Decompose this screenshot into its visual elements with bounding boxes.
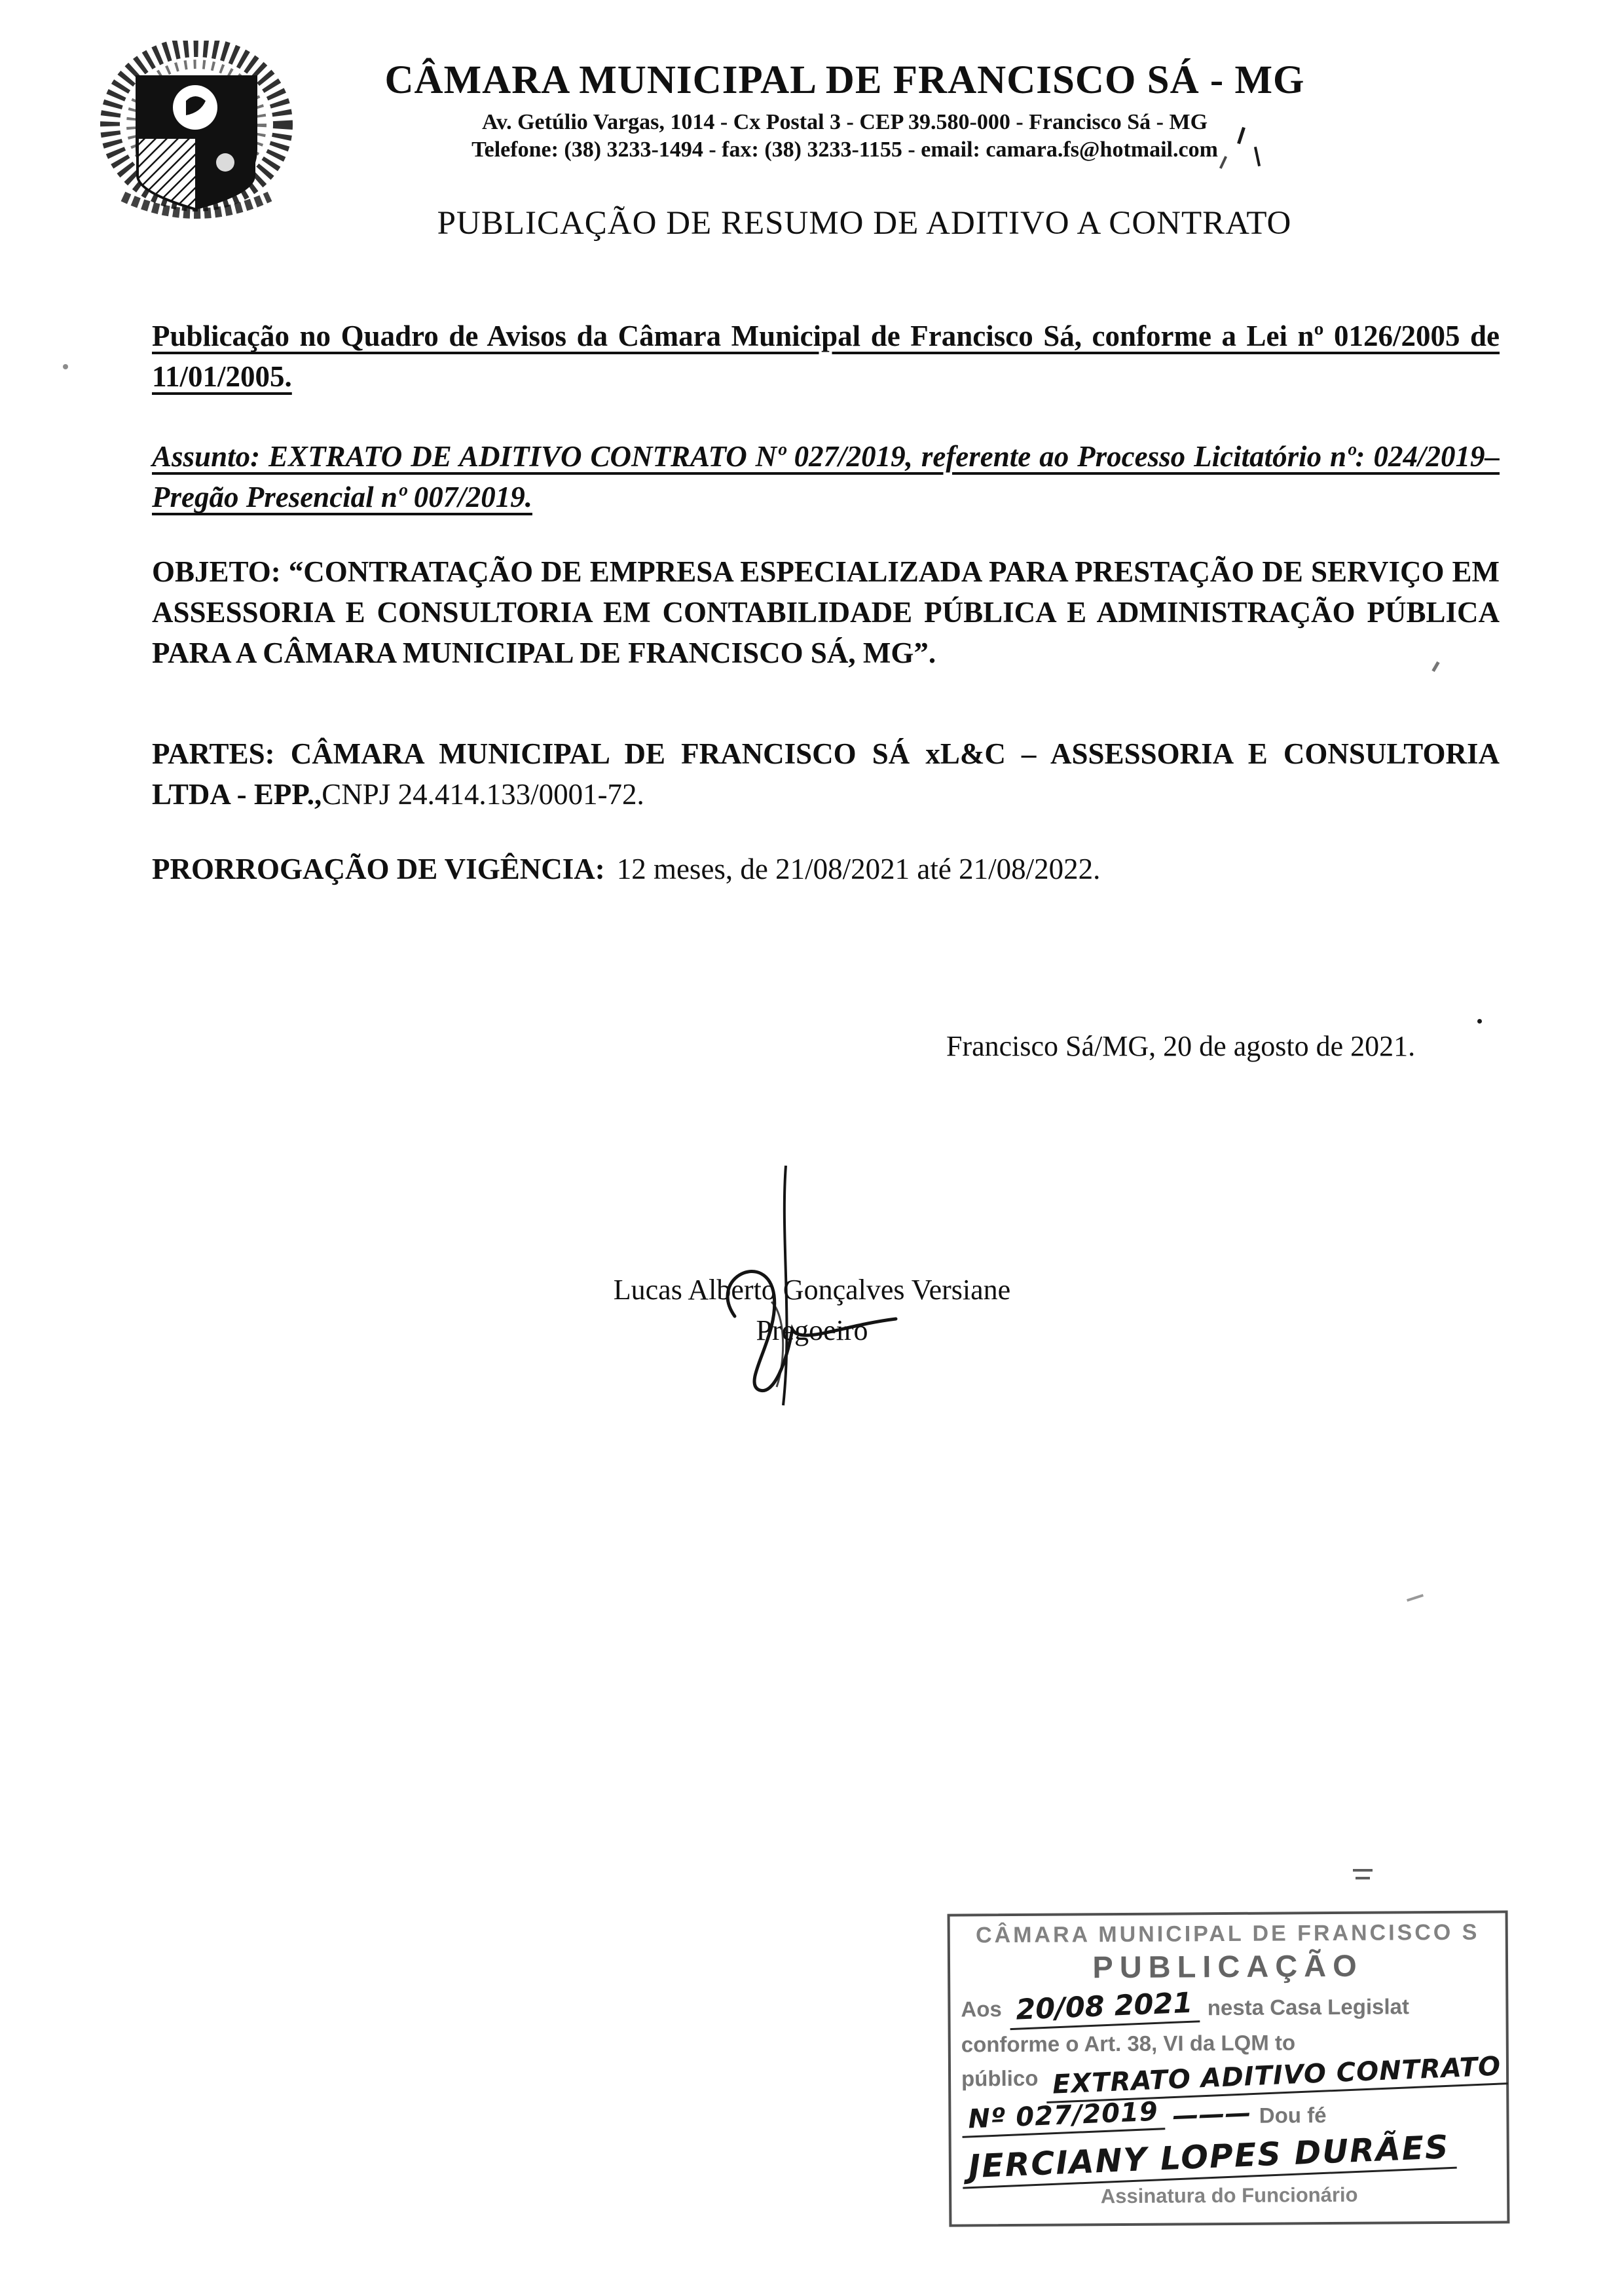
- signatory-role: Pregoeiro: [756, 1314, 868, 1346]
- stamp-number-row: [961, 2098, 1496, 2135]
- paragraph-publicacao: Publicação no Quadro de Avisos da Câmara Municipal de Francisco Sá, conforme a Lei nº 0126/2005 de 11/01/2005.: [152, 320, 1500, 394]
- signatory-name: Lucas Alberto Gonçalves Versiane: [613, 1274, 1011, 1306]
- stamp-law-row: conforme o Art. 38, VI da LQM to: [961, 2030, 1296, 2057]
- prorrogacao-label: PRORROGAÇÃO DE VIGÊNCIA:: [152, 853, 605, 885]
- stamp-extract-handwritten: EXTRATO ADITIVO CONTRATO: [1046, 2051, 1509, 2103]
- scan-artifact: [1407, 1594, 1424, 1602]
- stamp-signature-row: [962, 2128, 1496, 2186]
- prorrogacao-value: 12 meses, de 21/08/2021 até 21/08/2022.: [616, 853, 1101, 885]
- partes-cnpj-text: CNPJ 24.414.133/0001-72.: [322, 778, 644, 811]
- stamp-official-signature: JERCIANY LOPES DURÃES: [961, 2128, 1457, 2189]
- stamp-casa-text: nesta Casa Legislat: [1207, 1994, 1410, 2020]
- stamp-publico-row: [961, 2051, 1502, 2100]
- paragraph-assunto: Assunto: EXTRATO DE ADITIVO CONTRATO Nº 027/2019, referente ao Processo Licitatório nº: 024/2019–Pregão Presencial nº 007/2019.: [152, 440, 1500, 514]
- stamp-org-line: CÂMARA MUNICIPAL DE FRANCISCO S: [975, 1919, 1480, 1948]
- stamp-dash-stroke: ———: [1172, 2098, 1252, 2132]
- paragraph-partes: [152, 733, 1500, 815]
- stamp-title: PUBLICAÇÃO: [1092, 1948, 1363, 1985]
- scan-artifact: [63, 364, 68, 369]
- scan-artifact: [1353, 1869, 1373, 1872]
- dateline: Francisco Sá/MG, 20 de agosto de 2021.: [946, 1030, 1416, 1062]
- org-contact: Telefone: (38) 3233-1494 - fax: (38) 3233-1155 - email: camara.fs@hotmail.com: [471, 138, 1218, 162]
- stamp-aos-label: Aos: [961, 1997, 1002, 2022]
- scan-artifact: [1477, 1019, 1482, 1024]
- paragraph-prorrogacao: [152, 849, 1500, 889]
- partes-bold-text: PARTES: CÂMARA MUNICIPAL DE FRANCISCO SÁ xL&C – ASSESSORIA E CONSULTORIA LTDA - EPP.,: [152, 737, 1500, 811]
- coat-of-arms-logo: [97, 41, 301, 227]
- paragraph-objeto: OBJETO: “CONTRATAÇÃO DE EMPRESA ESPECIALIZADA PARA PRESTAÇÃO DE SERVIÇO EM ASSESSORIA E CONSULTORIA EM CONTABILIDADE PÚBLICA E ADMINISTRAÇÃO PÚBLICA PARA A CÂMARA MUNICIPAL DE FRANCISCO SÁ, MG”.: [152, 555, 1500, 670]
- stamp-publico-label: público: [961, 2065, 1039, 2091]
- stamp-number-handwritten: Nº 027/2019: [961, 2096, 1166, 2138]
- org-name: CÂMARA MUNICIPAL DE FRANCISCO SÁ - MG: [384, 58, 1305, 102]
- stamp-footer: Assinatura do Funcionário: [1100, 2183, 1358, 2208]
- document-title: PUBLICAÇÃO DE RESUMO DE ADITIVO A CONTRATO: [437, 205, 1292, 242]
- publication-stamp: [948, 1910, 1510, 2227]
- stamp-date-row: [961, 1988, 1495, 2027]
- scan-artifact: [1356, 1877, 1370, 1879]
- stamp-date-handwritten: 20/08 2021: [1009, 1986, 1200, 2030]
- letterhead: [282, 58, 1408, 162]
- org-address: Av. Getúlio Vargas, 1014 - Cx Postal 3 - CEP 39.580-000 - Francisco Sá - MG: [481, 110, 1208, 134]
- stamp-doufe-label: Dou fé: [1259, 2103, 1327, 2128]
